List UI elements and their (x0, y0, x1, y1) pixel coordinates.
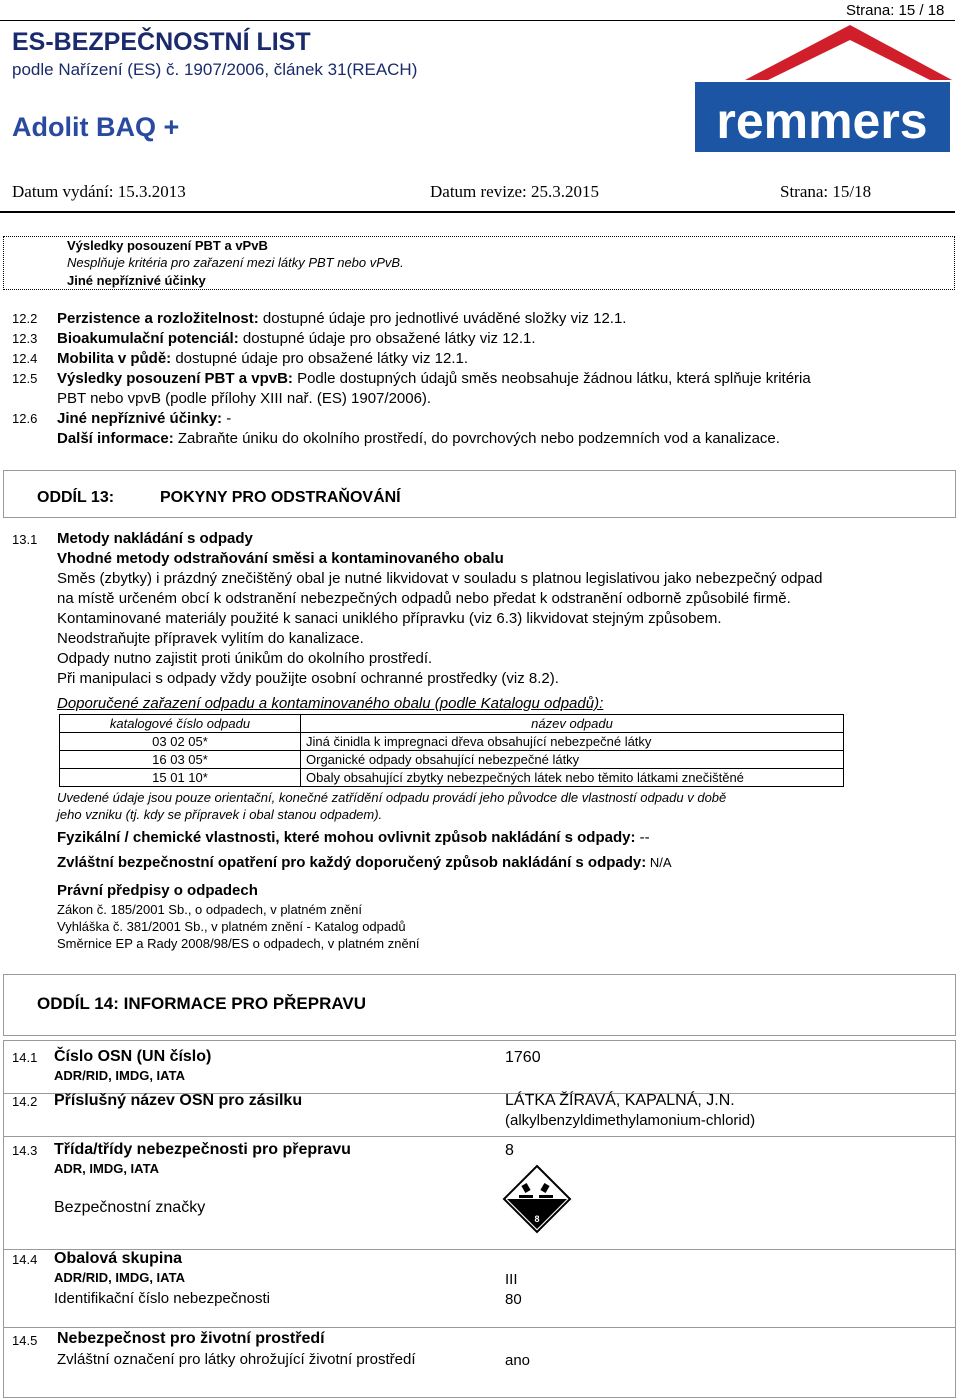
disposal-paragraph-6: Při manipulaci s odpady vždy použijte osobní ochranné prostředky (viz 8.2). (57, 670, 559, 687)
legal-item-2: Vyhláška č. 381/2001 Sb., v platném znění - Katalog odpadů (57, 919, 406, 934)
header-bottom-rule (0, 211, 955, 213)
item-13-1-title: Metody nakládání s odpady (57, 530, 253, 547)
further-info-text: Zabraňte úniku do okolního prostředí, do povrchových nebo podzemních vod a kanalizace. (173, 430, 780, 447)
item-14-1-number: 14.1 (12, 1050, 38, 1065)
document-subtitle: podle Nařízení (ES) č. 1907/2006, článek 31(REACH) (12, 60, 418, 79)
waste-note-2: jeho vzniku (tj. kdy se přípravek i obal stanou odpadem). (57, 807, 383, 822)
item-number: 12.6 (12, 411, 38, 426)
disposal-paragraph-4: Neodstraňujte přípravek vylitím do kanalizace. (57, 630, 364, 647)
item-number: 12.5 (12, 371, 38, 386)
further-info-label: Další informace: (57, 430, 174, 447)
svg-text:remmers: remmers (716, 93, 928, 149)
item-12-3 (12, 330, 536, 347)
waste-catalogue-table (59, 714, 844, 787)
item-number: 12.2 (12, 311, 38, 326)
item-12-5-cont: PBT nebo vpvB (podle přílohy XIII nař. (ES) 1907/2006). (57, 390, 432, 407)
pbt-box-line1: Výsledky posouzení PBT a vPvB (67, 238, 268, 253)
special-precautions-label: Zvláštní bezpečnostní opatření pro každý doporučený způsob nakládání s odpady: (57, 854, 647, 871)
shipping-name: LÁTKA ŽÍRAVÁ, KAPALNÁ, J.N. (505, 1092, 735, 1109)
page-number: Strana: 15/18 (780, 182, 872, 201)
item-14-2-title: Příslušný název OSN pro zásilku (54, 1092, 303, 1109)
section-13-heading-box (3, 470, 956, 518)
item-number: 12.3 (12, 331, 38, 346)
legal-item-3: Směrnice EP a Rady 2008/98/ES o odpadech, v platném znění (57, 936, 420, 951)
disposal-methods-heading: Vhodné metody odstraňování směsi a kontaminovaného obalu (57, 550, 504, 567)
item-14-4-number: 14.4 (12, 1252, 38, 1267)
item-label: Výsledky posouzení PBT a vpvB: (57, 370, 293, 387)
corrosive-pictogram-icon (502, 1164, 572, 1234)
item-14-2-number: 14.2 (12, 1094, 38, 1109)
item-14-4-title: Obalová skupina (54, 1250, 183, 1267)
table-row (60, 733, 844, 751)
shipping-name-detail: (alkylbenzyldimethylamonium-chlorid) (505, 1112, 756, 1129)
item-14-4-sub: ADR/RID, IMDG, IATA (54, 1270, 185, 1285)
legal-heading: Právní předpisy o odpadech (57, 882, 258, 899)
item-text: dostupné údaje pro obsažené látky viz 12.1. (238, 330, 536, 347)
waste-note-1: Uvedené údaje jsou pouze orientační, konečné zatřídění odpadu provádí jeho původce dle vlastností odpadu v době (57, 790, 727, 805)
item-number: 12.4 (12, 351, 38, 366)
item-12-5 (12, 370, 811, 387)
product-name: Adolit BAQ + (12, 112, 180, 142)
hazard-id-value: 80 (505, 1291, 522, 1308)
item-label: Jiné nepříznivé účinky: (57, 410, 223, 427)
remmers-logo (690, 20, 955, 160)
waste-code: 16 03 05* (60, 751, 301, 769)
pbt-box-line3: Jiné nepříznivé účinky (67, 273, 206, 288)
item-text: dostupné údaje pro jednotlivé uváděné složky viz 12.1. (258, 310, 627, 327)
document-title: ES-BEZPEČNOSTNÍ LIST (12, 28, 311, 56)
disposal-paragraph-2: na místě určeném obcí k odstranění nebezpečných odpadů nebo předat k odstranění odborně způsobilé firmě. (57, 590, 791, 607)
disposal-paragraph-1: Směs (zbytky) i prázdný znečištěný obal je nutné likvidovat v souladu s platnou legislativou jako nebezpečný odpad (57, 570, 823, 587)
revision-date: Datum revize: 25.3.2015 (430, 182, 600, 201)
section-13-number: ODDÍL 13: (37, 489, 115, 506)
pbt-box-line2: Nesplňuje kritéria pro zařazení mezi látky PBT nebo vPvB. (67, 255, 404, 270)
hazard-id-label: Identifikační číslo nebezpečnosti (54, 1290, 270, 1307)
waste-code: 15 01 10* (60, 769, 301, 787)
item-label: Bioakumulační potenciál: (57, 330, 239, 347)
physical-properties-value: -- (635, 829, 650, 846)
item-text: dostupné údaje pro obsažené látky viz 12.1. (171, 350, 469, 367)
environmental-marking-label: Zvláštní označení pro látky ohrožující životní prostředí (57, 1351, 416, 1368)
packing-group: III (505, 1271, 518, 1288)
section-14-title: ODDÍL 14: INFORMACE PRO PŘEPRAVU (37, 994, 367, 1013)
waste-name: Obaly obsahující zbytky nebezpečných látek nebo těmito látkami znečištěné (301, 769, 844, 787)
issue-date: Datum vydání: 15.3.2013 (12, 182, 186, 201)
item-12-2 (12, 310, 626, 327)
legal-item-1: Zákon č. 185/2001 Sb., o odpadech, v platném znění (57, 902, 362, 917)
page-number-top: Strana: 15 / 18 (846, 2, 945, 19)
section-13-title: POKYNY PRO ODSTRAŇOVÁNÍ (160, 489, 401, 506)
item-14-3-title: Třída/třídy nebezpečnosti pro přepravu (54, 1141, 351, 1158)
table-row (60, 751, 844, 769)
un-number: 1760 (505, 1049, 541, 1066)
item-text: Podle dostupných údajů směs neobsahuje žádnou látku, která splňuje kritéria (292, 370, 811, 387)
environmental-marking-value: ano (505, 1352, 531, 1369)
item-14-5-title: Nebezpečnost pro životní prostředí (57, 1330, 325, 1347)
table-header-row (60, 715, 844, 733)
waste-name: Jiná činidla k impregnaci dřeva obsahující nebezpečné látky (301, 733, 844, 751)
waste-name: Organické odpady obsahující nebezpečné látky (301, 751, 844, 769)
item-14-1-sub: ADR/RID, IMDG, IATA (54, 1068, 185, 1083)
physical-properties (57, 829, 650, 846)
hazard-class: 8 (505, 1142, 514, 1159)
item-14-1-title: Číslo OSN (UN číslo) (54, 1048, 212, 1065)
item-14-3-sub: ADR, IMDG, IATA (54, 1161, 159, 1176)
table-row (60, 769, 844, 787)
special-precautions-value: N/A (646, 855, 672, 870)
waste-table-caption: Doporučené zařazení odpadu a kontaminovaného obalu (podle Katalogu odpadů): (57, 695, 604, 712)
table-header-cell: katalogové číslo odpadu (60, 715, 301, 733)
item-text: - (222, 410, 232, 427)
item-label: Perzistence a rozložitelnost: (57, 310, 259, 327)
item-13-1-number: 13.1 (12, 532, 38, 547)
item-12-6 (12, 410, 231, 427)
special-precautions (57, 854, 672, 871)
waste-code: 03 02 05* (60, 733, 301, 751)
disposal-paragraph-3: Kontaminované materiály použité k sanaci uniklého přípravku (viz 6.3) likvidovat stejným způsobem. (57, 610, 722, 627)
item-label: Mobilita v půdě: (57, 350, 172, 367)
further-info (57, 430, 780, 447)
safety-signs-label: Bezpečnostní značky (54, 1199, 206, 1216)
item-14-5-number: 14.5 (12, 1333, 38, 1348)
table-header-cell: název odpadu (301, 715, 844, 733)
disposal-paragraph-5: Odpady nutno zajistit proti únikům do okolního prostředí. (57, 650, 433, 667)
item-14-3-number: 14.3 (12, 1143, 38, 1158)
svg-text:8: 8 (534, 1214, 540, 1224)
physical-properties-label: Fyzikální / chemické vlastnosti, které mohou ovlivnit způsob nakládání s odpady: (57, 829, 636, 846)
item-12-4 (12, 350, 468, 367)
